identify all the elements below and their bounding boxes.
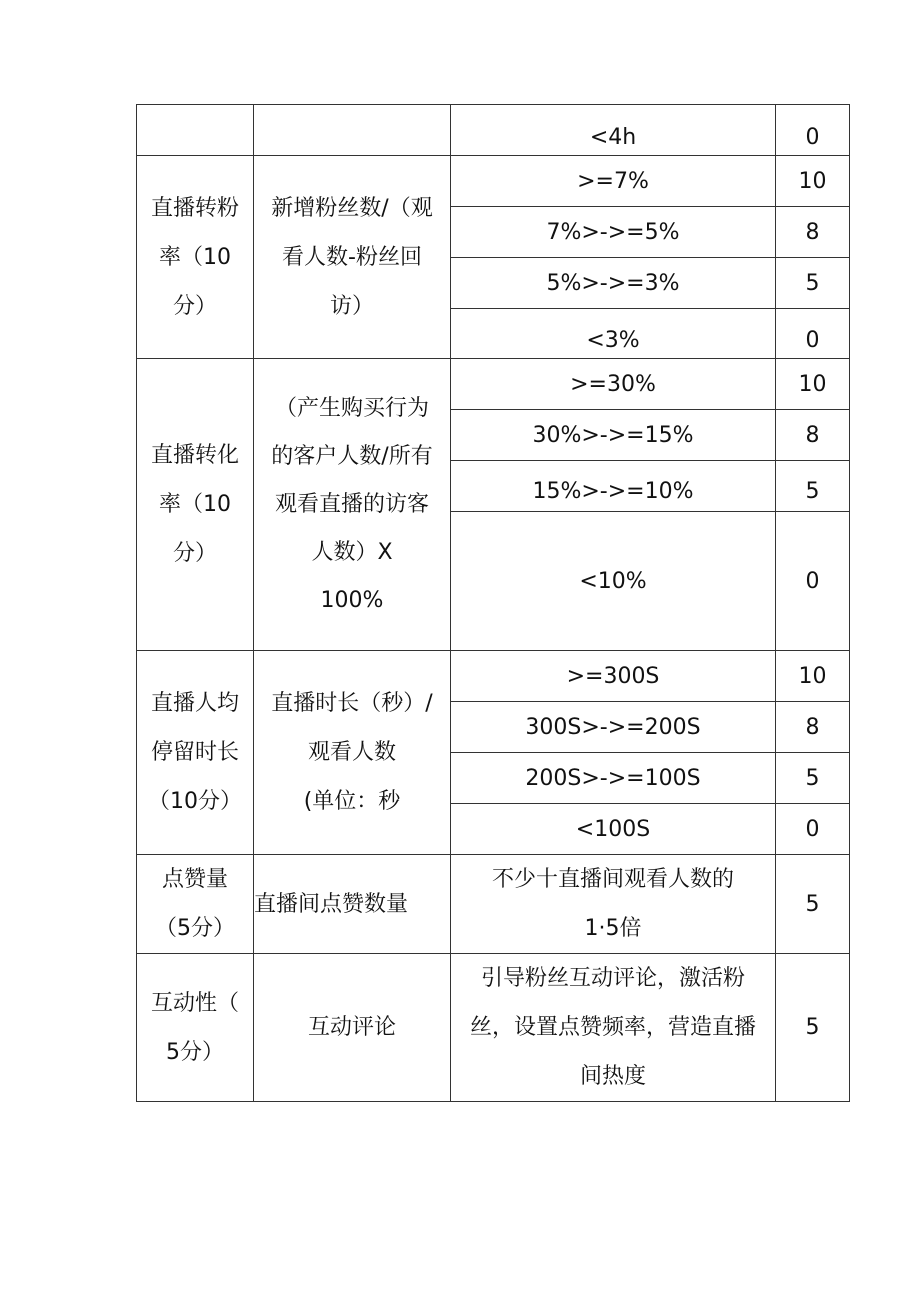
table-row	[137, 651, 850, 702]
indicator-cell: 直播转粉 率（10 分）	[137, 156, 254, 359]
score-cell: 0	[776, 804, 850, 855]
table-row	[137, 156, 850, 207]
standard-cell: 30%>->=15%	[451, 410, 776, 461]
standard-cell: 300S>->=200S	[451, 702, 776, 753]
scoring-table	[136, 104, 850, 1102]
standard-cell: 5%>->=3%	[451, 258, 776, 309]
standard-cell: 引导粉丝互动评论，激活粉 丝，设置点赞频率，营造直播 间热度	[451, 954, 776, 1102]
indicator-cell-empty	[137, 105, 254, 156]
standard-cell: 15%>->=10%	[451, 461, 776, 512]
score-cell: 0	[776, 512, 850, 651]
score-cell: 0	[776, 309, 850, 359]
score-cell: 10	[776, 156, 850, 207]
score-cell: 5	[776, 855, 850, 954]
score-cell: 10	[776, 359, 850, 410]
score-cell: 5	[776, 461, 850, 512]
score-cell: 10	[776, 651, 850, 702]
table-row	[137, 855, 850, 954]
table-row	[137, 105, 850, 156]
standard-cell: 200S>->=100S	[451, 753, 776, 804]
indicator-cell: 直播人均 停留时长 （10分）	[137, 651, 254, 855]
formula-cell: 新增粉丝数/（观 看人数-粉丝回 访）	[254, 156, 451, 359]
standard-cell: <100S	[451, 804, 776, 855]
standard-cell: <4h	[451, 105, 776, 156]
score-cell: 5	[776, 753, 850, 804]
formula-cell: （产生购买行为 的客户人数/所有 观看直播的访客 人数）X 100%	[254, 359, 451, 651]
standard-cell: >=300S	[451, 651, 776, 702]
formula-cell: 直播时长（秒）/ 观看人数 (单位：秒	[254, 651, 451, 855]
score-cell: 8	[776, 207, 850, 258]
standard-cell: 7%>->=5%	[451, 207, 776, 258]
table-row	[137, 359, 850, 410]
standard-cell: <10%	[451, 512, 776, 651]
standard-cell: >=7%	[451, 156, 776, 207]
standard-cell: <3%	[451, 309, 776, 359]
score-cell: 0	[776, 105, 850, 156]
indicator-cell: 直播转化 率（10 分）	[137, 359, 254, 651]
formula-cell-empty	[254, 105, 451, 156]
standard-cell: >=30%	[451, 359, 776, 410]
table-row	[137, 954, 850, 1102]
score-cell: 5	[776, 954, 850, 1102]
score-cell: 5	[776, 258, 850, 309]
indicator-cell: 点赞量 （5分）	[137, 855, 254, 954]
formula-cell: 互动评论	[254, 954, 451, 1102]
score-cell: 8	[776, 410, 850, 461]
score-cell: 8	[776, 702, 850, 753]
standard-cell: 不少十直播间观看人数的 1·5倍	[451, 855, 776, 954]
indicator-cell: 互动性（ 5分）	[137, 954, 254, 1102]
formula-cell: 直播间点赞数量	[254, 855, 451, 954]
